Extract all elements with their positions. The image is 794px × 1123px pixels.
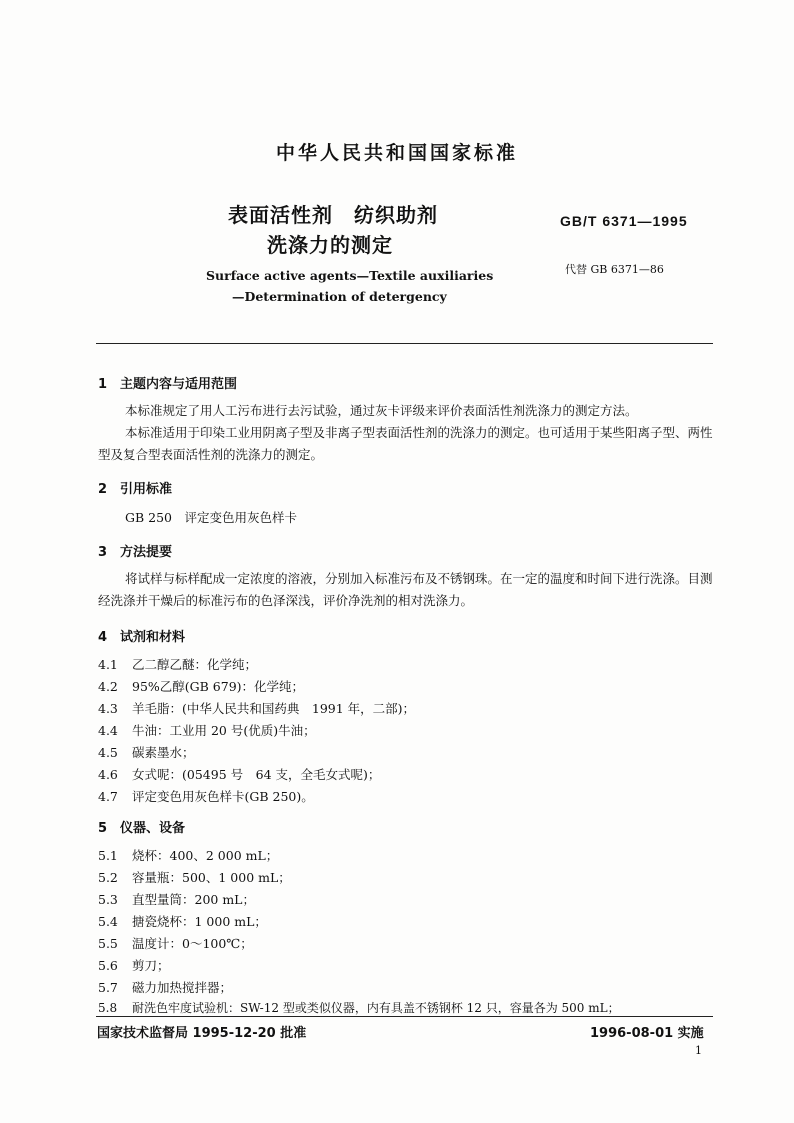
list-item	[98, 868, 291, 886]
item-text: 女式呢：(05495 号 64 支，全毛女式呢)；	[132, 767, 381, 782]
item-number: 5.7	[98, 980, 118, 995]
section-title: 仪器、设备	[120, 821, 186, 836]
list-item	[98, 655, 257, 673]
list-item	[98, 721, 316, 739]
section-number: 3	[98, 545, 108, 560]
title-line-1: 表面活性剂 纺织助剂	[228, 203, 438, 227]
item-number: 5.3	[98, 892, 118, 907]
list-item	[98, 787, 314, 805]
list-item	[98, 934, 253, 952]
item-number: 4.6	[98, 767, 118, 782]
item-text: 容量瓶：500、1 000 mL；	[132, 870, 291, 885]
item-number: 4.5	[98, 745, 118, 760]
section-number: 4	[98, 630, 108, 645]
item-text: 乙二醇乙醚：化学纯；	[132, 657, 258, 672]
approval-date: 国家技术监督局 1995-12-20 批准	[97, 1026, 307, 1041]
item-text: 羊毛脂：(中华人民共和国药典 1991 年，二部)；	[132, 701, 416, 716]
header-divider	[96, 343, 713, 344]
section-title: 方法提要	[120, 545, 173, 560]
list-item	[98, 846, 278, 864]
item-number: 4.1	[98, 657, 118, 672]
section-3-paragraph-1: 将试样与标样配成一定浓度的溶液，分别加入标准污布及不锈钢珠。在一定的温度和时间下进行洗涤。目测经洗涤并干燥后的标准污布的色泽深浅，评价净洗剂的相对洗涤力。	[98, 571, 713, 608]
list-item	[98, 743, 195, 761]
item-text: 评定变色用灰色样卡(GB 250)。	[132, 789, 314, 804]
section-number: 1	[98, 377, 108, 392]
item-text: 95%乙醇(GB 679)：化学纯；	[132, 679, 305, 694]
list-item	[98, 677, 304, 695]
item-number: 4.4	[98, 723, 118, 738]
section-title: 引用标准	[120, 482, 173, 497]
item-number: 5.6	[98, 958, 118, 973]
item-number: 5.8	[98, 1001, 118, 1015]
item-text: 剪刀；	[132, 958, 170, 973]
list-item	[98, 999, 620, 1016]
section-title: 主题内容与适用范围	[120, 377, 238, 392]
section-3-heading	[98, 541, 172, 560]
list-item	[98, 956, 170, 974]
page-number: 1	[695, 1044, 702, 1057]
item-number: 5.4	[98, 914, 118, 929]
section-5-heading	[98, 817, 185, 836]
replaces-note: 代替 GB 6371—86	[565, 263, 664, 276]
title-line-2: 洗涤力的测定	[267, 233, 393, 257]
english-title-line-2: —Determination of detergency	[232, 289, 447, 304]
section-4-heading	[98, 626, 185, 645]
section-2-heading	[98, 478, 172, 497]
english-title-line-1: Surface active agents—Textile auxiliaries	[206, 268, 494, 283]
section-1-heading	[98, 373, 237, 392]
item-text: 温度计：0～100℃；	[132, 936, 253, 951]
item-text: 碳素墨水；	[132, 745, 195, 760]
list-item	[98, 765, 380, 783]
list-item	[98, 912, 267, 930]
item-number: 5.1	[98, 848, 118, 863]
item-text: 牛油：工业用 20 号(优质)牛油；	[132, 723, 316, 738]
section-1-paragraph-1: 本标准规定了用人工污布进行去污试验，通过灰卡评级来评价表面活性剂洗涤力的测定方法。	[125, 403, 638, 418]
footer-divider	[96, 1016, 713, 1017]
reference-standard: GB 250 评定变色用灰色样卡	[125, 510, 298, 525]
item-text: 烧杯：400、2 000 mL；	[132, 848, 279, 863]
section-1-paragraph-2: 本标准适用于印染工业用阴离子型及非离子型表面活性剂的洗涤力的测定。也可适用于某些阳离子型、两性型及复合型表面活性剂的洗涤力的测定。	[98, 425, 713, 462]
list-item	[98, 699, 415, 717]
item-number: 5.2	[98, 870, 118, 885]
section-number: 5	[98, 821, 108, 836]
section-title: 试剂和材料	[120, 630, 186, 645]
item-number: 4.7	[98, 789, 118, 804]
item-text: 搪瓷烧杯：1 000 mL；	[132, 914, 267, 929]
effective-date: 1996-08-01 实施	[590, 1026, 704, 1041]
item-number: 4.3	[98, 701, 118, 716]
section-number: 2	[98, 482, 108, 497]
item-text: 直型量筒：200 mL；	[132, 892, 255, 907]
item-text: 耐洗色牢度试验机：SW-12 型或类似仪器，内有具盖不锈钢杯 12 只，容量各为 500 mL；	[132, 1001, 620, 1015]
item-text: 磁力加热搅拌器；	[132, 980, 233, 995]
national-standard-heading: 中华人民共和国国家标准	[275, 142, 518, 164]
list-item	[98, 978, 232, 996]
list-item	[98, 890, 255, 908]
item-number: 4.2	[98, 679, 118, 694]
item-number: 5.5	[98, 936, 118, 951]
standard-number: GB/T 6371—1995	[560, 213, 688, 229]
